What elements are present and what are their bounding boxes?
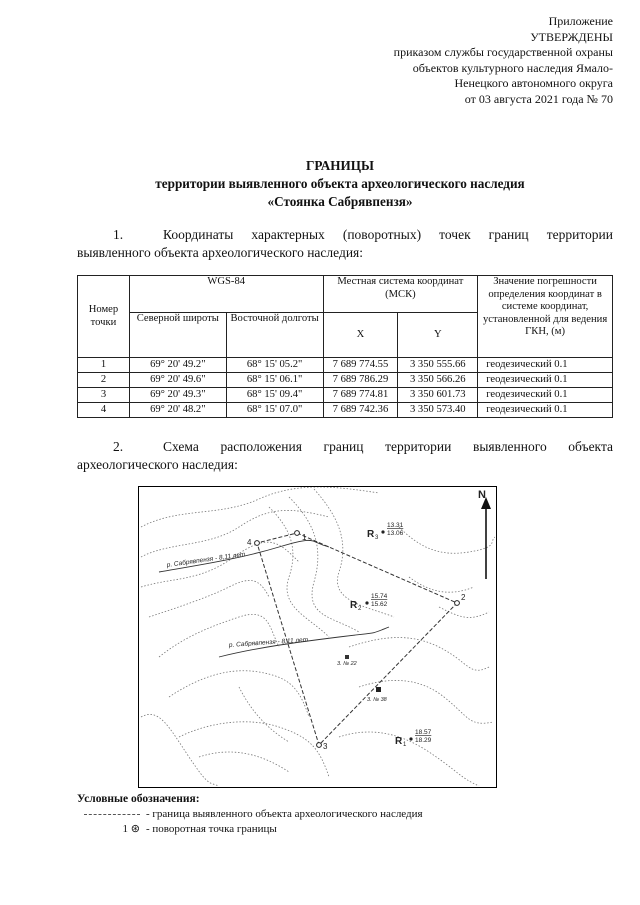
legend-text: - поворотная точка границы [146, 823, 277, 835]
benchmark-value: 13.31 [387, 522, 404, 529]
benchmark-label: R [367, 529, 375, 540]
legend-title: Условные обозначения: [77, 793, 200, 805]
point-label-4: 4 [247, 538, 252, 547]
point-label-1: 1 [302, 533, 307, 542]
turning-point-4 [255, 541, 260, 546]
pit-marker-icon [376, 687, 381, 692]
section-number: 2. [113, 439, 124, 454]
cell-y: 3 350 573.40 [398, 403, 478, 418]
benchmark-index: 2 [358, 606, 362, 612]
cell-latitude: 69° 20' 49.3" [129, 388, 226, 403]
header-point-number: Номер точки [78, 276, 130, 358]
header-x: X [323, 313, 398, 358]
table-row [78, 388, 613, 403]
legend-symbol [78, 808, 140, 821]
table-row [78, 358, 613, 373]
benchmark-value: 18.29 [415, 737, 432, 744]
cell-longitude: 68° 15' 06.1" [226, 373, 323, 388]
header-accuracy: Значение погрешности определения координат в системе координат, установленной для ведения ГКН, (м) [478, 276, 613, 358]
benchmark-r3 [367, 522, 404, 541]
approval-line: Приложение [548, 14, 613, 28]
contour-lines [141, 487, 495, 786]
header-longitude: Восточной долготы [226, 313, 323, 358]
cell-longitude: 68° 15' 05.2" [226, 358, 323, 373]
river-label: р. Сабрявпензя - 8,11 лет [166, 551, 246, 569]
benchmark-value: 18.57 [415, 729, 432, 736]
benchmark-value: 15.74 [371, 593, 388, 600]
turning-point-3 [317, 743, 322, 748]
cell-latitude: 69° 20' 49.6" [129, 373, 226, 388]
benchmark-point-icon [381, 530, 384, 533]
boundary-scheme-map [138, 486, 497, 788]
document-title [40, 157, 640, 211]
section-2-paragraph [77, 438, 613, 474]
turning-point-2 [455, 601, 460, 606]
header-latitude: Северной широты [129, 313, 226, 358]
benchmark-value: 15.62 [371, 601, 388, 608]
map-drawing [139, 487, 495, 786]
section-text: Схема расположения границ территории выявленного объекта археологического наследия: [77, 439, 613, 472]
title-line: «Стоянка Сабрявпензя» [267, 194, 413, 209]
legend-symbol [78, 823, 140, 836]
benchmark-r2 [350, 593, 388, 612]
cell-x: 7 689 742.36 [323, 403, 398, 418]
cell-latitude: 69° 20' 48.2" [129, 403, 226, 418]
benchmark-point-icon [365, 601, 368, 604]
cell-x: 7 689 786.29 [323, 373, 398, 388]
benchmark-point-icon [409, 737, 412, 740]
benchmark-index: 1 [403, 742, 407, 748]
cell-number: 3 [78, 388, 130, 403]
cell-accuracy: геодезический 0.1 [478, 373, 613, 388]
boundary-line-icon [84, 814, 140, 815]
benchmark-value: 13.06 [387, 530, 404, 537]
approval-line: от 03 августа 2021 года № 70 [464, 91, 613, 106]
north-arrow-icon [481, 497, 491, 579]
cell-latitude: 69° 20' 49.2" [129, 358, 226, 373]
cell-x: 7 689 774.55 [323, 358, 398, 373]
pit-label: 3. № 22 [337, 661, 357, 667]
turning-point-icon: ⊛ [130, 823, 140, 835]
point-label-3: 3 [323, 742, 328, 751]
legend-item-boundary [78, 808, 423, 821]
cell-y: 3 350 566.26 [398, 373, 478, 388]
cell-number: 1 [78, 358, 130, 373]
cell-number: 2 [78, 373, 130, 388]
north-label: N [478, 489, 486, 501]
pit-marker-icon [345, 655, 349, 659]
header-y: Y [398, 313, 478, 358]
approval-line: Ненецкого автономного округа [454, 76, 613, 91]
benchmark-r1 [395, 729, 432, 748]
cell-accuracy: геодезический 0.1 [478, 388, 613, 403]
section-number: 1. [113, 227, 124, 242]
approval-block [283, 14, 613, 108]
legend-item-point [78, 823, 277, 836]
cell-longitude: 68° 15' 07.0" [226, 403, 323, 418]
header-wgs84: WGS-84 [129, 276, 323, 313]
cell-y: 3 350 601.73 [398, 388, 478, 403]
table-row [78, 403, 613, 418]
cell-accuracy: геодезический 0.1 [478, 358, 613, 373]
approval-line: объектов культурного наследия Ямало- [412, 60, 613, 75]
table-row [78, 373, 613, 388]
approval-line: приказом службы государственной охраны [393, 45, 613, 60]
cell-number: 4 [78, 403, 130, 418]
section-text: Координаты характерных (поворотных) точек границ территории выявленного объекта археологического наследия: [77, 227, 613, 260]
title-line: ГРАНИЦЫ [305, 158, 374, 173]
benchmark-index: 3 [375, 535, 379, 541]
cell-longitude: 68° 15' 09.4" [226, 388, 323, 403]
legend-symbol-number: 1 [122, 823, 129, 835]
cell-x: 7 689 774.81 [323, 388, 398, 403]
benchmark-label: R [350, 600, 358, 611]
river-label: р. Сабрявпензя - 8,11 лет [228, 636, 309, 649]
cell-y: 3 350 555.66 [398, 358, 478, 373]
legend-text: - граница выявленного объекта археологического наследия [146, 808, 423, 820]
point-label-2: 2 [461, 593, 466, 602]
title-line: территории выявленного объекта археологического наследия [155, 176, 525, 191]
approval-line: УТВЕРЖДЕНЫ [530, 29, 613, 44]
coordinates-table [77, 275, 613, 418]
cell-accuracy: геодезический 0.1 [478, 403, 613, 418]
benchmark-label: R [395, 736, 403, 747]
header-msk: Местная система координат (МСК) [323, 276, 478, 313]
pit-label: 3. № 38 [367, 697, 387, 703]
section-1-paragraph [77, 226, 613, 262]
turning-point-1 [295, 531, 300, 536]
